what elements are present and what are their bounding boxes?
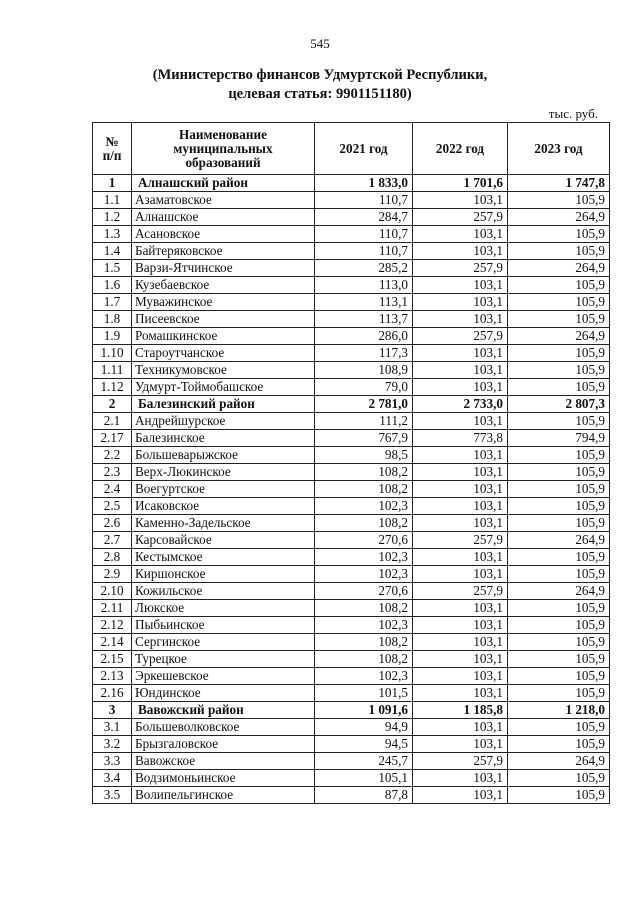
header-number [93, 123, 132, 175]
value-2022: 103,1 [413, 634, 508, 651]
value-2023: 105,9 [508, 294, 610, 311]
value-2023: 105,9 [508, 617, 610, 634]
value-2021: 108,2 [315, 600, 413, 617]
value-2021: 108,2 [315, 464, 413, 481]
row-number: 1.4 [93, 243, 132, 260]
row-number: 1 [93, 175, 132, 192]
row-name: Варзи-Ятчинское [132, 260, 315, 277]
row-name: Юндинское [132, 685, 315, 702]
table-row [93, 719, 610, 736]
value-2023: 264,9 [508, 753, 610, 770]
row-name: Ромашкинское [132, 328, 315, 345]
row-name: Балезинское [132, 430, 315, 447]
row-name: Волипельгинское [132, 787, 315, 804]
row-number: 3 [93, 702, 132, 719]
row-name: Каменно-Задельское [132, 515, 315, 532]
value-2022: 103,1 [413, 770, 508, 787]
value-2023: 1 218,0 [508, 702, 610, 719]
value-2021: 284,7 [315, 209, 413, 226]
value-2023: 105,9 [508, 685, 610, 702]
row-name: Водзимоньинское [132, 770, 315, 787]
table-row [93, 209, 610, 226]
value-2023: 105,9 [508, 192, 610, 209]
value-2022: 103,1 [413, 311, 508, 328]
table-row [93, 617, 610, 634]
value-2022: 103,1 [413, 600, 508, 617]
value-2023: 105,9 [508, 498, 610, 515]
value-2022: 773,8 [413, 430, 508, 447]
value-2021: 108,2 [315, 634, 413, 651]
value-2022: 103,1 [413, 226, 508, 243]
value-2021: 102,3 [315, 498, 413, 515]
row-name: Сергинское [132, 634, 315, 651]
row-name: Киршонское [132, 566, 315, 583]
table-row [93, 787, 610, 804]
row-number: 2.17 [93, 430, 132, 447]
row-number: 2.16 [93, 685, 132, 702]
header-row [93, 123, 610, 175]
heading-line-2: целевая статья: 9901151180) [228, 86, 412, 102]
region-row [93, 175, 610, 192]
table-row [93, 345, 610, 362]
value-2023: 105,9 [508, 736, 610, 753]
row-number: 3.3 [93, 753, 132, 770]
value-2023: 105,9 [508, 600, 610, 617]
units-label: тыс. руб. [548, 106, 598, 121]
table-row [93, 549, 610, 566]
heading-line-1: (Министерство финансов Удмуртской Республики, [152, 67, 488, 83]
value-2021: 87,8 [315, 787, 413, 804]
value-2022: 103,1 [413, 617, 508, 634]
value-2023: 105,9 [508, 311, 610, 328]
table-row [93, 668, 610, 685]
value-2022: 103,1 [413, 379, 508, 396]
row-number: 2.4 [93, 481, 132, 498]
value-2021: 111,2 [315, 413, 413, 430]
value-2023: 264,9 [508, 209, 610, 226]
row-name: Асановское [132, 226, 315, 243]
table-row [93, 753, 610, 770]
value-2021: 1 091,6 [315, 702, 413, 719]
table-row [93, 413, 610, 430]
value-2023: 105,9 [508, 651, 610, 668]
header-2023: 2023 год [508, 123, 610, 175]
value-2022: 257,9 [413, 328, 508, 345]
value-2023: 105,9 [508, 243, 610, 260]
table-row [93, 736, 610, 753]
value-2022: 257,9 [413, 260, 508, 277]
row-name: Люкское [132, 600, 315, 617]
row-name: Техникумовское [132, 362, 315, 379]
value-2022: 103,1 [413, 651, 508, 668]
row-name: Турецкое [132, 651, 315, 668]
value-2023: 105,9 [508, 464, 610, 481]
row-name: Староутчанское [132, 345, 315, 362]
value-2022: 257,9 [413, 583, 508, 600]
row-number: 2.2 [93, 447, 132, 464]
table-row [93, 566, 610, 583]
row-name: Верх-Люкинское [132, 464, 315, 481]
table-row [93, 634, 610, 651]
row-name: Вавожский район [132, 702, 315, 719]
value-2023: 2 807,3 [508, 396, 610, 413]
value-2022: 103,1 [413, 481, 508, 498]
row-name: Вавожское [132, 753, 315, 770]
value-2023: 794,9 [508, 430, 610, 447]
table-row [93, 260, 610, 277]
row-name: Кестымское [132, 549, 315, 566]
row-number: 1.9 [93, 328, 132, 345]
value-2022: 103,1 [413, 277, 508, 294]
value-2022: 103,1 [413, 787, 508, 804]
table-row [93, 379, 610, 396]
value-2023: 105,9 [508, 277, 610, 294]
header-2022: 2022 год [413, 123, 508, 175]
row-name: Большеволковское [132, 719, 315, 736]
value-2023: 105,9 [508, 447, 610, 464]
value-2021: 286,0 [315, 328, 413, 345]
value-2022: 103,1 [413, 515, 508, 532]
table-header [93, 123, 610, 175]
value-2023: 105,9 [508, 345, 610, 362]
row-number: 2.1 [93, 413, 132, 430]
value-2021: 113,1 [315, 294, 413, 311]
value-2022: 103,1 [413, 736, 508, 753]
value-2023: 105,9 [508, 566, 610, 583]
header-number-line-2: п/п [102, 147, 122, 163]
region-row [93, 702, 610, 719]
table-row [93, 362, 610, 379]
value-2021: 98,5 [315, 447, 413, 464]
row-number: 3.1 [93, 719, 132, 736]
value-2023: 264,9 [508, 532, 610, 549]
value-2022: 103,1 [413, 498, 508, 515]
row-number: 3.2 [93, 736, 132, 753]
value-2021: 108,2 [315, 515, 413, 532]
value-2022: 1 185,8 [413, 702, 508, 719]
table-row [93, 243, 610, 260]
row-number: 2.3 [93, 464, 132, 481]
row-name: Пыбьинское [132, 617, 315, 634]
row-number: 1.12 [93, 379, 132, 396]
row-name: Алнашское [132, 209, 315, 226]
row-name: Писеевское [132, 311, 315, 328]
row-name: Байтеряковское [132, 243, 315, 260]
value-2023: 105,9 [508, 362, 610, 379]
value-2022: 2 733,0 [413, 396, 508, 413]
value-2022: 103,1 [413, 566, 508, 583]
row-name: Муважинское [132, 294, 315, 311]
value-2021: 102,3 [315, 566, 413, 583]
row-number: 1.6 [93, 277, 132, 294]
value-2023: 264,9 [508, 260, 610, 277]
table-row [93, 685, 610, 702]
row-number: 3.5 [93, 787, 132, 804]
table-row [93, 192, 610, 209]
page-number: 545 [310, 36, 330, 51]
value-2023: 105,9 [508, 668, 610, 685]
row-number: 1.11 [93, 362, 132, 379]
header-2021: 2021 год [315, 123, 413, 175]
table-row [93, 226, 610, 243]
table-row [93, 498, 610, 515]
row-number: 2.13 [93, 668, 132, 685]
row-number: 1.7 [93, 294, 132, 311]
table-row [93, 583, 610, 600]
row-number: 2.9 [93, 566, 132, 583]
value-2021: 110,7 [315, 192, 413, 209]
table-body [93, 175, 610, 804]
value-2022: 103,1 [413, 719, 508, 736]
value-2023: 1 747,8 [508, 175, 610, 192]
value-2021: 270,6 [315, 532, 413, 549]
value-2023: 105,9 [508, 787, 610, 804]
table-row [93, 481, 610, 498]
value-2021: 245,7 [315, 753, 413, 770]
table-row [93, 430, 610, 447]
row-number: 2.8 [93, 549, 132, 566]
value-2021: 108,2 [315, 651, 413, 668]
row-number: 2.15 [93, 651, 132, 668]
value-2023: 105,9 [508, 634, 610, 651]
row-number: 2.12 [93, 617, 132, 634]
row-number: 2.5 [93, 498, 132, 515]
value-2023: 105,9 [508, 226, 610, 243]
value-2022: 103,1 [413, 668, 508, 685]
table-row [93, 447, 610, 464]
value-2023: 105,9 [508, 719, 610, 736]
value-2022: 103,1 [413, 464, 508, 481]
value-2023: 105,9 [508, 413, 610, 430]
value-2022: 257,9 [413, 209, 508, 226]
value-2021: 79,0 [315, 379, 413, 396]
header-number-line-1: № [105, 133, 119, 149]
row-name: Брызгаловское [132, 736, 315, 753]
value-2023: 105,9 [508, 515, 610, 532]
value-2023: 105,9 [508, 770, 610, 787]
row-name: Эркешевское [132, 668, 315, 685]
row-number: 1.5 [93, 260, 132, 277]
value-2021: 94,9 [315, 719, 413, 736]
row-number: 2.11 [93, 600, 132, 617]
row-number: 3.4 [93, 770, 132, 787]
value-2022: 103,1 [413, 685, 508, 702]
row-number: 2.10 [93, 583, 132, 600]
value-2022: 257,9 [413, 753, 508, 770]
value-2021: 113,7 [315, 311, 413, 328]
row-number: 2.7 [93, 532, 132, 549]
value-2022: 103,1 [413, 243, 508, 260]
table-row [93, 277, 610, 294]
row-name: Балезинский район [132, 396, 315, 413]
header-name: Наименование муниципальных образований [132, 123, 315, 175]
value-2021: 110,7 [315, 243, 413, 260]
value-2021: 110,7 [315, 226, 413, 243]
row-number: 2 [93, 396, 132, 413]
value-2021: 102,3 [315, 617, 413, 634]
value-2021: 767,9 [315, 430, 413, 447]
table-row [93, 770, 610, 787]
value-2021: 94,5 [315, 736, 413, 753]
value-2021: 108,2 [315, 481, 413, 498]
row-name: Азаматовское [132, 192, 315, 209]
value-2021: 2 781,0 [315, 396, 413, 413]
value-2023: 264,9 [508, 328, 610, 345]
row-number: 1.10 [93, 345, 132, 362]
value-2023: 264,9 [508, 583, 610, 600]
row-name: Андрейшурское [132, 413, 315, 430]
value-2022: 103,1 [413, 413, 508, 430]
table-row [93, 294, 610, 311]
row-name: Карсовайское [132, 532, 315, 549]
value-2022: 257,9 [413, 532, 508, 549]
value-2021: 102,3 [315, 668, 413, 685]
value-2021: 285,2 [315, 260, 413, 277]
value-2021: 270,6 [315, 583, 413, 600]
row-number: 1.8 [93, 311, 132, 328]
table-row [93, 464, 610, 481]
value-2021: 117,3 [315, 345, 413, 362]
value-2022: 103,1 [413, 549, 508, 566]
table-row [93, 651, 610, 668]
table-row [93, 311, 610, 328]
row-number: 1.3 [93, 226, 132, 243]
value-2023: 105,9 [508, 379, 610, 396]
row-name: Воегуртское [132, 481, 315, 498]
value-2022: 103,1 [413, 447, 508, 464]
table-row [93, 600, 610, 617]
value-2021: 113,0 [315, 277, 413, 294]
row-name: Кузебаевское [132, 277, 315, 294]
value-2021: 108,9 [315, 362, 413, 379]
value-2022: 1 701,6 [413, 175, 508, 192]
row-number: 1.1 [93, 192, 132, 209]
value-2023: 105,9 [508, 549, 610, 566]
value-2022: 103,1 [413, 362, 508, 379]
row-name: Исаковское [132, 498, 315, 515]
table-row [93, 328, 610, 345]
value-2021: 101,5 [315, 685, 413, 702]
budget-table [92, 122, 610, 804]
row-number: 1.2 [93, 209, 132, 226]
value-2022: 103,1 [413, 192, 508, 209]
value-2022: 103,1 [413, 294, 508, 311]
table-row [93, 515, 610, 532]
document-heading [0, 66, 640, 104]
value-2021: 1 833,0 [315, 175, 413, 192]
row-number: 2.14 [93, 634, 132, 651]
value-2021: 105,1 [315, 770, 413, 787]
value-2021: 102,3 [315, 549, 413, 566]
row-name: Большеварыжское [132, 447, 315, 464]
table-row [93, 532, 610, 549]
row-name: Удмурт-Тоймобашское [132, 379, 315, 396]
row-name: Алнашский район [132, 175, 315, 192]
value-2022: 103,1 [413, 345, 508, 362]
row-number: 2.6 [93, 515, 132, 532]
value-2023: 105,9 [508, 481, 610, 498]
row-name: Кожильское [132, 583, 315, 600]
region-row [93, 396, 610, 413]
